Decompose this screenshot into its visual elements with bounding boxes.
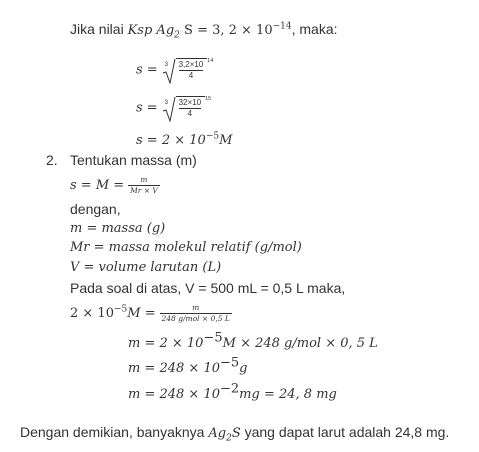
formula-fraction: $\frac{m}{Mr \times V}$ xyxy=(130,175,158,195)
definition-v: V = volume larutan (L) xyxy=(70,260,222,275)
step2-cube-root: 3 32×10 15 4 xyxy=(162,96,205,120)
intro-prefix: Jika nilai xyxy=(70,21,124,37)
pada-soal-text: Pada soal di atas, V = 500 mL = 0,5 L maka, xyxy=(70,280,346,296)
intro-line xyxy=(70,20,338,40)
calc-line-1: $m = 2 \times 10^{-5}M \times 248$ g/mol × 0, 5 L xyxy=(128,330,378,351)
step3-result: $s = 2 \times 10^{-5}M$ xyxy=(136,131,233,148)
calc-equation: $2 \times 10^{-5}M$ = $\frac{m}{\text{248 g/mol × 0,5 L}}$ xyxy=(70,303,230,323)
step1-lhs: s = xyxy=(136,62,158,78)
ksp-expression: Ksp $Ag_2$ S = 3, $2 \times 10^{-14}$ xyxy=(127,21,292,41)
formula-s-equals-m: s = M = $\frac{m}{Mr \times V}$ xyxy=(70,175,158,195)
step1-cube-root: 3 3,2×10 14 4 xyxy=(162,58,208,82)
calc-line-3: $m = 248 \times 10^{-2}mg = 24$, 8 mg xyxy=(128,381,337,402)
intro-suffix: , maka: xyxy=(291,21,338,37)
dengan-label: dengan, xyxy=(70,201,121,217)
definition-m: m = massa (g) xyxy=(70,221,166,236)
item2-title: Tentukan massa (m) xyxy=(70,152,197,168)
list-number-2: 2. xyxy=(46,152,58,168)
calc-fraction: $\frac{m}{\text{248 g/mol × 0,5 L}}$ xyxy=(161,303,230,323)
step2-equation xyxy=(136,96,212,120)
step2-lhs: s = xyxy=(136,100,158,116)
definition-mr: Mr = massa molekul relatif (g/mol) xyxy=(70,240,302,255)
conclusion-text: Dengan demikian, banyaknya $Ag_2S$ yang dapat larut adalah 24,8 mg. xyxy=(20,424,450,444)
step1-equation xyxy=(136,58,214,82)
calc-line-2: $m = 248 \times 10^{-5}g$ xyxy=(128,355,248,376)
